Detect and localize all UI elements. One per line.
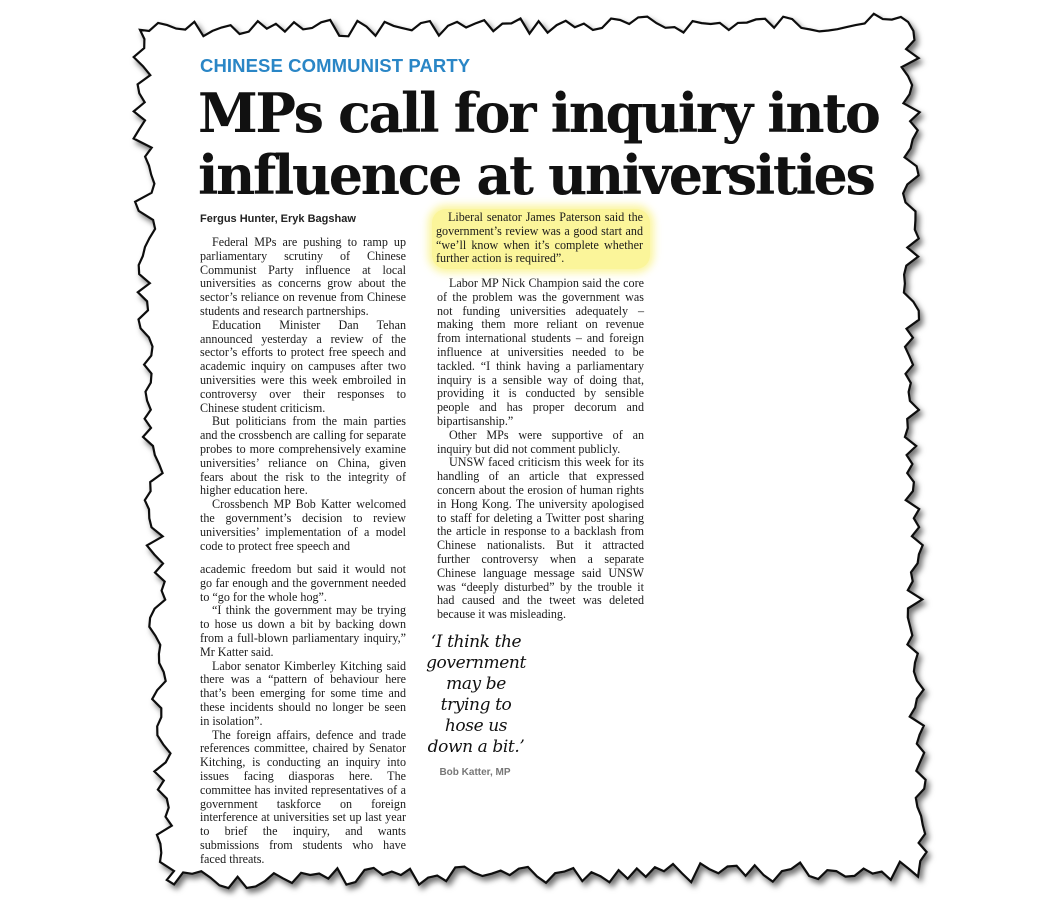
column-1-bottom (200, 563, 406, 867)
section-kicker: CHINESE COMMUNIST PARTY (200, 55, 471, 76)
paragraph: Labor senator Kimberley Kitching said there was a “pattern of behaviour here that’s been emerging for some time and these incidents should no longer be seen in isolation”. (200, 658, 406, 728)
column-1-top (200, 236, 406, 553)
column-2 (437, 277, 644, 622)
paragraph: Other MPs were supportive of an inquiry but did not comment publicly. (437, 427, 644, 456)
highlighted-passage (436, 211, 643, 266)
paragraph: Liberal senator James Paterson said the government’s review was a good start and “we’ll know when it’s complete whether further action is required”. (436, 210, 643, 266)
paragraph: Labor MP Nick Champion said the core of the problem was the government was not funding universities adequately – making them more reliant on revenue from international students – and foreign influence at universities needed to be tackled. “I think having a parliamentary inquiry is a sensible way of doing that, providing it is conducted by sensible people and has proper decorum and bipartisanship.” (437, 276, 644, 428)
paragraph: Crossbench MP Bob Katter welcomed the government’s decision to review universities’ implementation of a model code to protect free speech and (200, 497, 406, 553)
paragraph: But politicians from the main parties and the crossbench are calling for separate probes to more comprehensively examine universities’ reliance on China, given fears about the risk to the integrity of higher education here. (200, 414, 406, 498)
paragraph: Federal MPs are pushing to ramp up parliamentary scrutiny of Chinese Communist Party influence at local universities as concerns grow about the sector’s reliance on revenue from Chinese students and research partnerships. (200, 235, 406, 318)
paragraph: “I think the government may be trying to hose us down a bit by backing down from a full-blown parliamentary inquiry,” Mr Katter said. (200, 603, 406, 659)
paragraph: The foreign affairs, defence and trade references committee, chaired by Senator Kitching, is conducting an inquiry into issues facing diasporas here. The committee has invited representatives of a government taskforce on foreign interference at universities set up last year to brief the inquiry, and wants submissions from students who have faced threats. (200, 727, 406, 866)
paragraph: academic freedom but said it would not go far enough and the government needed to “go for the whole hog”. (200, 562, 406, 604)
byline: Fergus Hunter, Eryk Bagshaw (200, 213, 356, 225)
headline: MPs call for inquiry into influence at universities (198, 81, 879, 207)
paragraph: UNSW faced criticism this week for its handling of an article that expressed concern about the erosion of human rights in Hong Kong. The university apologised to staff for deleting a Twitter post sharing the article in response to a backlash from Chinese nationalists. But it attracted further controversy when a separate Chinese language message said UNSW was “deeply disturbed” by the trouble it had caused and the tweet was deleted because it was misleading. (437, 455, 644, 622)
pull-quote-attribution: Bob Katter, MP (439, 767, 511, 778)
paragraph: Education Minister Dan Tehan announced yesterday a review of the sector’s efforts to protect free speech and academic inquiry on campuses after two universities were this week embroiled in controversy over their responses to Chinese student criticism. (200, 317, 406, 415)
pull-quote: ‘I think the government may be trying to hose us down a bit.’ (426, 632, 526, 757)
